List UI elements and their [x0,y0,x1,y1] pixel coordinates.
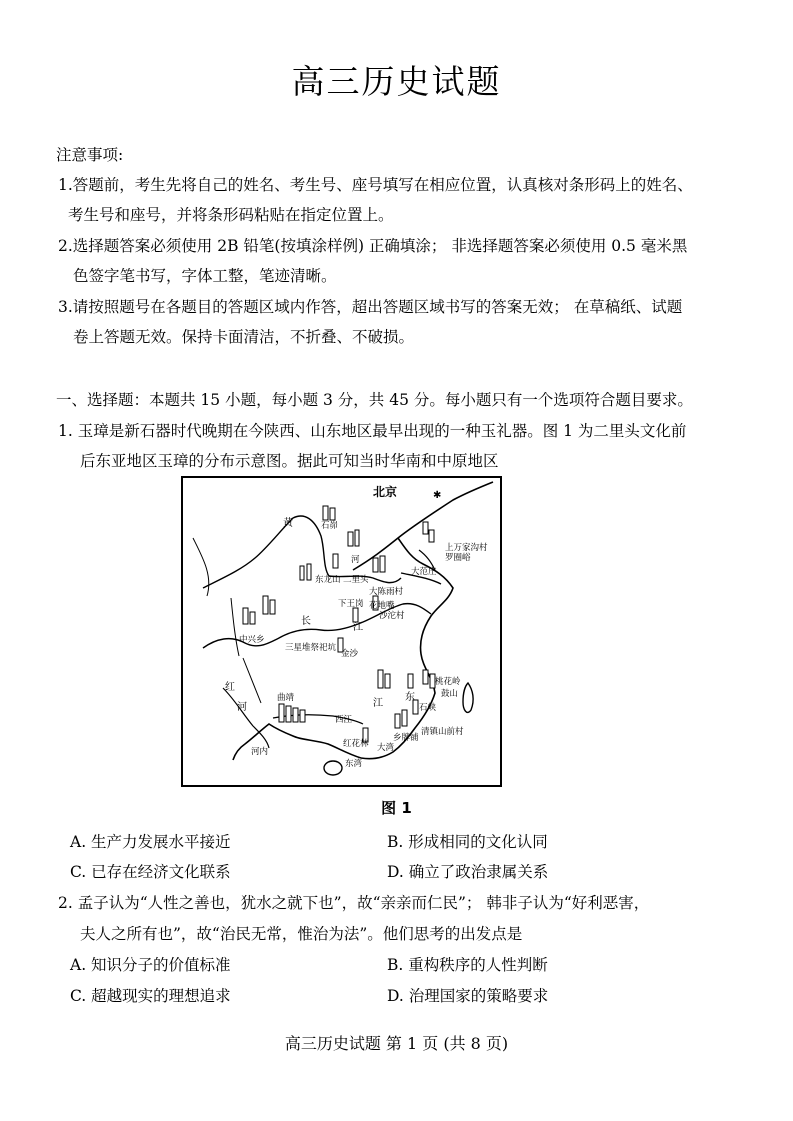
page-title: 高三历史试题 [291,62,502,101]
notes-heading: 注意事项: [56,146,124,164]
question-1-option-a[interactable]: A. 生产力发展水平接近 [70,833,231,851]
question-2-line-2: 夫人之所有也”，故“治民无常，惟治为法”。他们思考的出发点是 [80,925,523,943]
map-label-beijing: 北京 [373,485,398,499]
question-2-option-b[interactable]: B. 重构秩序的人性判断 [387,956,548,974]
notes-item-2-line-1: 2.选择题答案必须使用 2B 铅笔(按填涂样例) 正确填涂； 非选择题答案必须使用 0.5 毫米黑 [58,237,688,255]
map-label-qiuyu: 曲靖 [277,693,295,703]
map-label-xiaojiang: 清镇山前村 [421,727,464,737]
question-2-option-a[interactable]: A. 知识分子的价值标准 [70,956,231,974]
map-label-taohuahe: 桃花岭 [435,677,461,687]
map-label-dafanzhuang: 大范庄 [411,567,437,577]
map-label-dongxiafeng: 东龙山 [315,575,341,585]
map-label-xiawangang: 下王岗 [338,599,364,609]
section-1-heading: 一、选择题：本题共 15 小题，每小题 3 分，共 45 分。每小题只有一个选项符合题目要求。 [56,391,693,409]
map-label-songshan: 鼓山 [441,689,459,699]
map-label-xijiang: 西江 [335,715,353,725]
map-label-zhongxing: 中兴乡 [239,635,265,645]
notes-item-3-line-2: 卷上答题无效。保持卡面清洁，不折叠、不破损。 [73,328,415,346]
yuzhang-distribution-map [181,476,502,787]
question-1-option-d[interactable]: D. 确立了政治隶属关系 [387,863,549,881]
map-label-erlitou: 二里头 [343,575,369,585]
map-label-dong: 东 [405,692,415,703]
map-label-dadazhuang: 大陈雨村 [369,587,404,597]
figure-1-caption: 图 1 [381,799,412,817]
question-1-line-2: 后东亚地区玉璋的分布示意图。据此可知当时华南和中原地区 [80,452,499,470]
map-label-he: 河 [351,555,360,565]
map-label-jiang: 江 [353,622,363,633]
map-label-shengchang: 花地嘴 [369,601,395,611]
page-footer: 高三历史试题 第 1 页 (共 8 页) [284,1034,509,1053]
map-label-he2: 河 [237,702,247,713]
map-label-dongwan: 东湾 [345,759,363,769]
notes-item-1-line-1: 1.答题前，考生先将自己的姓名、考生号、座号填写在相应位置，认真核对条形码上的姓名、 [58,176,693,194]
map-label-jiang2: 江 [373,698,383,709]
map-label-shimao: 石峁 [321,521,339,531]
map-label-jiang-chang: 长 [301,616,311,627]
question-2-option-d[interactable]: D. 治理国家的策略要求 [387,987,549,1005]
question-1-line-1: 1. 玉璋是新石器时代晚期在今陕西、山东地区最早出现的一种玉礼器。图 1 为二里头文化前 [58,422,687,440]
question-1-option-b[interactable]: B. 形成相同的文化认同 [387,833,548,851]
notes-item-2-line-2: 色签字笔书写，字体工整，笔迹清晰。 [73,267,337,285]
question-2-line-1: 2. 孟子认为“人性之善也，犹水之就下也”，故“亲亲而仁民”； 韩非子认为“好利恶害， [58,894,650,912]
map-label-shanghai-area: 上万家沟村 [445,543,488,553]
map-label-huanghe: 黄 [283,518,293,529]
map-label-sanxingdui: 三星堆祭祀坑 [285,643,337,653]
map-label-lingnan: 乡牌铺 [393,733,419,743]
map-label-dawan: 大湾 [377,743,395,753]
notes-item-3-line-1: 3.请按照题号在各题目的答题区域内作答，超出答题区域书写的答案无效； 在草稿纸、试题 [58,298,683,316]
map-label-hongtulin: 红花林 [343,739,369,749]
notes-item-1-line-2: 考生号和座号，并将条形码粘贴在指定位置上。 [68,206,394,224]
svg-text:✱: ✱ [433,490,442,501]
map-label-honghe: 红 [225,682,235,693]
map-drawing [183,478,500,785]
map-label-luozhuang: 罗圈峪 [445,553,471,563]
question-1-option-c[interactable]: C. 已存在经济文化联系 [70,863,231,881]
map-label-yugong: 石峡 [419,703,437,713]
map-label-jinsha: 金沙 [341,649,359,659]
map-label-hanoi: 河内 [251,747,269,757]
question-2-option-c[interactable]: C. 超越现实的理想追求 [70,987,231,1005]
map-label-shaoxing: 沙沱村 [379,611,405,621]
